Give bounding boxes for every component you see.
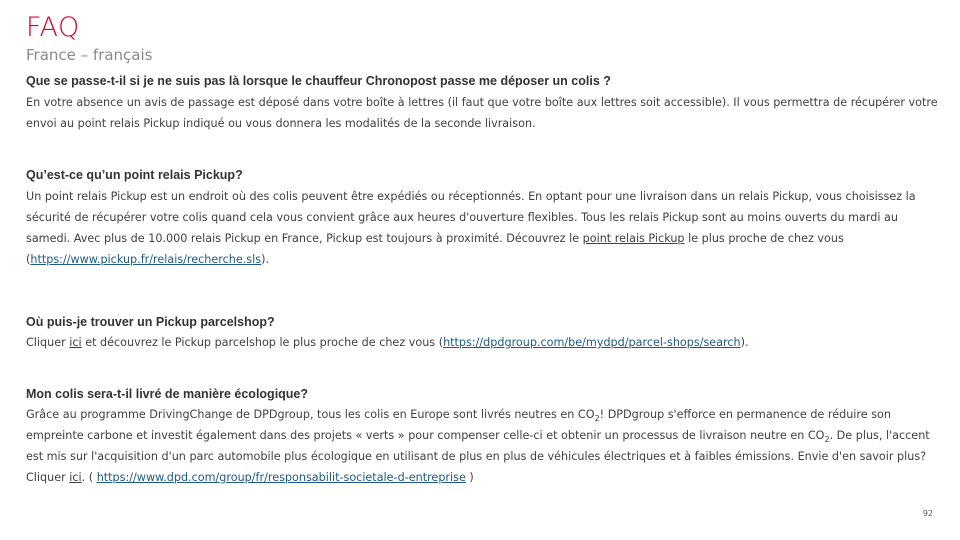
answer-text: et découvrez le Pickup parcelshop le plus proche de chez vous (: [81, 336, 444, 349]
answer-text: ).: [261, 253, 269, 266]
page-number: 92: [922, 509, 933, 518]
page-subtitle: France – français: [26, 46, 153, 64]
faq-answer-4: [26, 404, 940, 488]
co2-subscript: 2: [594, 414, 600, 424]
answer-text: Cliquer: [26, 336, 70, 349]
pickup-search-url-link[interactable]: https://www.pickup.fr/relais/recherche.sls: [30, 253, 262, 266]
faq-answer-3: [26, 332, 940, 353]
parcelshop-here-link[interactable]: ici: [69, 336, 82, 349]
answer-text: ): [465, 471, 474, 484]
answer-text: . (: [81, 471, 97, 484]
faq-answer-2: [26, 186, 940, 270]
answer-text: ).: [740, 336, 749, 349]
answer-text: ! DPDgroup s'efforce en permanence de réduire son empreinte carbone et investit également dans des projets « verts » pour compenser celle-ci et obtenir un processus de livraison neutre en CO: [26, 408, 891, 442]
faq-question-3: Où puis-je trouver un Pickup parcelshop?: [26, 315, 275, 329]
csr-url-link[interactable]: https://www.dpd.com/group/fr/responsabilit-societale-d-entreprise: [96, 471, 466, 484]
answer-text: Un point relais Pickup est un endroit où des colis peuvent être expédiés ou réceptionnés. En optant pour une livraison dans un relais Pickup, vous choisissez la sécurité de récupérer votre colis quand cela vous convient grâce aux heures d'ouverture flexibles. Tous les relais Pickup sont au moins ouverts du mardi au samedi. Avec plus de 10.000 relais Pickup en France, Pickup est toujours à proximité. Découvrez le: [26, 190, 916, 245]
answer-text: Grâce au programme DrivingChange de DPDgroup, tous les colis en Europe sont livrés neutres en CO: [26, 408, 595, 421]
co2-subscript: 2: [824, 435, 830, 445]
pickup-point-link[interactable]: point relais Pickup: [582, 232, 685, 245]
parcelshop-search-url-link[interactable]: https://dpdgroup.com/be/mydpd/parcel-shops/search: [443, 336, 741, 349]
answer-text: . De plus, l'accent est mis sur l'acquisition d'un parc automobile plus écologique en utilisant de plus en plus de véhicules électriques et à faibles émissions. Envie d'en savoir plus? Cliquer: [26, 429, 930, 484]
faq-question-2: Qu’est-ce qu’un point relais Pickup?: [26, 168, 243, 182]
eco-here-link[interactable]: ici: [69, 471, 82, 484]
answer-text: le plus proche de chez vous (: [26, 232, 844, 266]
faq-question-1: Que se passe-t-il si je ne suis pas là lorsque le chauffeur Chronopost passe me déposer un colis ?: [26, 74, 611, 88]
faq-answer-1: En votre absence un avis de passage est déposé dans votre boîte à lettres (il faut que votre boîte aux lettres soit accessible). Il vous permettra de récupérer votre envoi au point relais Pickup indiqué ou vous donnera les modalités de la seconde livraison.: [26, 96, 938, 130]
page-title: FAQ: [26, 12, 80, 43]
faq-question-4: Mon colis sera-t-il livré de manière écologique?: [26, 387, 309, 401]
